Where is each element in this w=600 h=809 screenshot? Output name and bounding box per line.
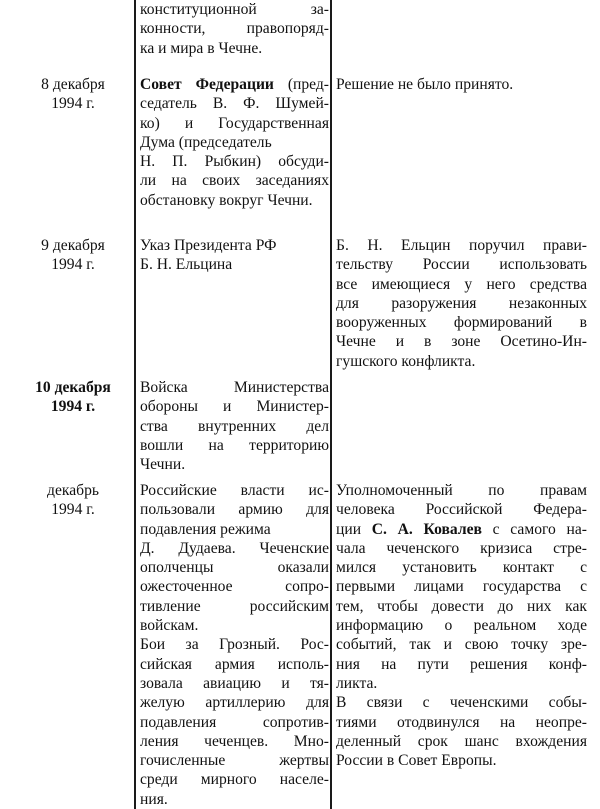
result-text: ции: [336, 520, 372, 538]
result-text: В связи с чеченскими собы-: [336, 694, 587, 712]
event-text-line: [140, 674, 329, 693]
result-text-line: [336, 75, 587, 94]
event-text: Дума (председатель: [140, 133, 272, 151]
result-text-line: [336, 275, 587, 294]
event-text-line: [140, 19, 329, 38]
event-text-line: [140, 255, 329, 274]
result-text: ния на пути решения конф-: [336, 655, 587, 673]
event-text-line: [140, 539, 329, 558]
result-text: событий, так и свою точку зре-: [336, 636, 587, 654]
result-person-name: С. А. Ковалев: [371, 520, 482, 538]
event-text: Д. Дудаева. Чеченские: [140, 539, 329, 557]
result-text-line: [336, 713, 587, 732]
result-text: Решение не было принято.: [336, 76, 514, 93]
event-text-line: [140, 152, 329, 171]
result-text-line: [336, 732, 587, 751]
event-text-line: [140, 597, 329, 616]
result-text-line: [336, 520, 587, 539]
event-text-line: [140, 577, 329, 596]
event-text: желую артиллерию для: [140, 694, 329, 712]
event-text-line: [140, 75, 329, 94]
event-text-line: [140, 770, 329, 789]
event-text: сийская армия исполь-: [140, 655, 329, 673]
event-text: тивление российским: [140, 597, 329, 615]
result-text-line: [336, 674, 587, 693]
date-cell: [18, 378, 128, 417]
result-text: информацию о реальном ходе: [336, 617, 587, 635]
event-text: гочисленные жертвы: [140, 752, 329, 770]
event-text-line: [140, 378, 329, 397]
event-text: пользовали армию для: [140, 501, 329, 519]
event-text-line: [140, 693, 329, 712]
event-text-line: [140, 397, 329, 416]
date-text: 10 декабря: [35, 379, 111, 396]
event-text: обороны и Министер-: [140, 398, 329, 416]
event-text: ства внутренних дел: [140, 417, 329, 435]
result-text-line: [336, 313, 587, 332]
date-text: 9 декабря: [41, 237, 105, 254]
result-text: деленный срок шанс вхождения: [336, 732, 587, 750]
date-cell: [18, 75, 128, 114]
event-text: Войска Министерства: [140, 379, 329, 396]
event-text: ополченцы оказали: [140, 559, 329, 577]
event-text: седатель В. Ф. Шумей-: [140, 95, 329, 113]
event-text: Указ Президента РФ: [140, 237, 277, 254]
result-text-line: [336, 693, 587, 712]
event-text-line: [140, 94, 329, 113]
event-text-line: [140, 455, 329, 474]
result-text-line: [336, 751, 587, 770]
event-text: Бои за Грозный. Рос-: [140, 636, 329, 654]
event-cell: [140, 75, 329, 210]
date-text: 1994 г.: [51, 95, 95, 113]
result-cell: [336, 75, 587, 94]
result-text-line: [336, 616, 587, 635]
result-text: все имеющиеся у него средства: [336, 275, 587, 293]
result-text: России в Совет Европы.: [336, 752, 497, 770]
result-text: Уполномоченный по правам: [336, 482, 587, 499]
result-text-line: [336, 539, 587, 558]
result-text-line: [336, 236, 587, 255]
result-text-line: [336, 332, 587, 351]
event-text-line: [140, 790, 329, 809]
date-cell: [18, 236, 128, 275]
event-text-line: [140, 417, 329, 436]
result-text: вооруженных формирований в: [336, 314, 587, 332]
result-text-line: [336, 597, 587, 616]
date-text: 1994 г.: [51, 501, 95, 519]
event-text: ожесточенное сопро-: [140, 578, 329, 596]
result-text: человека Российской Федера-: [336, 501, 587, 519]
event-text: среди мирного населе-: [140, 771, 329, 789]
event-text: Российские власти ис-: [140, 482, 329, 499]
event-cell: [140, 0, 329, 58]
event-text: конности, правопоряд-: [140, 20, 329, 38]
result-text: тем, чтобы довести до них как: [336, 597, 587, 615]
event-text-line: [140, 481, 329, 500]
event-text-line: [140, 732, 329, 751]
event-text: подавления режима: [140, 520, 271, 538]
event-text-line: [140, 171, 329, 190]
result-text: с самого на-: [481, 520, 587, 538]
event-text-line: [140, 751, 329, 770]
result-text-line: [336, 481, 587, 500]
result-text: тиями отодвинулся на неопре-: [336, 713, 587, 731]
result-cell: [336, 236, 587, 371]
event-text: Н. П. Рыбкин) обсуди-: [140, 153, 329, 171]
result-text: ликта.: [336, 674, 378, 692]
event-text: ления чеченцев. Мно-: [140, 732, 329, 750]
result-text-line: [336, 352, 587, 371]
date-text: 8 декабря: [41, 76, 105, 93]
event-cell: [140, 481, 329, 809]
result-text: Б. Н. Ельцин поручил прави-: [336, 237, 587, 254]
event-text: войскам.: [140, 617, 199, 635]
event-text: Б. Н. Ельцина: [140, 256, 233, 274]
event-text-line: [140, 236, 329, 255]
event-text-line: [140, 616, 329, 635]
result-text-line: [336, 500, 587, 519]
event-text-line: [140, 114, 329, 133]
result-text: для разоружения незаконных: [336, 294, 587, 312]
event-text-line: [140, 133, 329, 152]
column-divider-date-event: [134, 0, 136, 809]
event-text: (пред-: [273, 76, 329, 93]
event-text-line: [140, 191, 329, 210]
result-cell: [336, 481, 587, 770]
result-text-line: [336, 655, 587, 674]
event-text: обстановку вокруг Чечни.: [140, 191, 313, 209]
result-text-line: [336, 635, 587, 654]
result-text: гушского конфликта.: [336, 352, 476, 370]
event-text: подавления сопротив-: [140, 713, 329, 731]
date-text: декабрь: [47, 482, 99, 499]
event-text-line: [140, 436, 329, 455]
event-cell: [140, 236, 329, 275]
result-text-line: [336, 558, 587, 577]
date-text: 1994 г.: [51, 256, 95, 274]
result-text-line: [336, 294, 587, 313]
event-text-line: [140, 655, 329, 674]
result-text: Чечне и в зоне Осетино-Ин-: [336, 333, 587, 351]
result-text-line: [336, 577, 587, 596]
event-text-line: [140, 713, 329, 732]
result-text: мился установить контакт с: [336, 559, 587, 577]
date-text: 1994 г.: [50, 398, 96, 416]
result-text: тельству России использовать: [336, 256, 587, 274]
column-divider-event-result: [330, 0, 332, 809]
event-text-line: [140, 558, 329, 577]
result-text-line: [336, 255, 587, 274]
event-text-line: [140, 635, 329, 654]
date-cell: [18, 481, 128, 520]
event-text-line: [140, 39, 329, 58]
event-text: конституционной за-: [140, 1, 329, 18]
event-text-line: [140, 500, 329, 519]
event-text: ка и мира в Чечне.: [140, 39, 263, 57]
event-text: зовала авиацию и тя-: [140, 674, 329, 692]
event-text: ния.: [140, 790, 168, 808]
event-text: ли на своих заседаниях: [140, 172, 329, 190]
result-text: первыми лицами государства с: [336, 578, 587, 596]
result-text: чала чеченского кризиса стре-: [336, 539, 587, 557]
event-text-line: [140, 0, 329, 19]
event-cell: [140, 378, 329, 474]
event-text: Чечни.: [140, 456, 186, 474]
event-text: Совет Федерации: [140, 76, 274, 93]
event-text-line: [140, 520, 329, 539]
event-text: ко) и Государственная: [140, 114, 329, 132]
event-text: вошли на территорию: [140, 436, 329, 454]
